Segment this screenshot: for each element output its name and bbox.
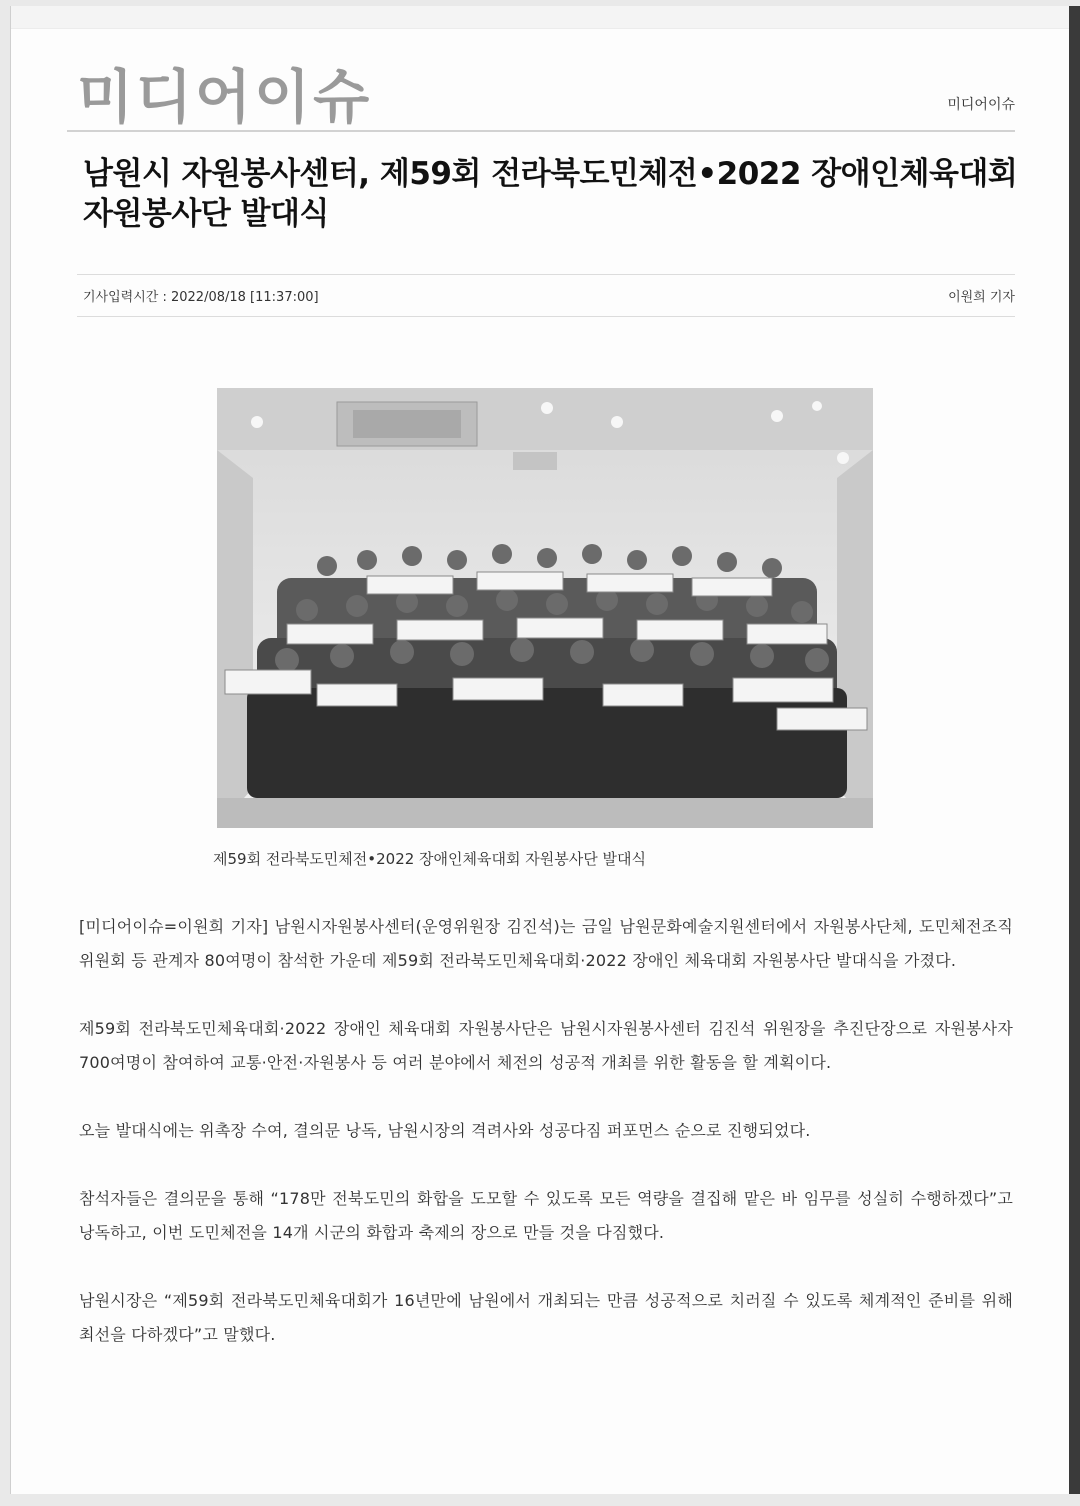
scan-top-strip xyxy=(11,6,1069,29)
article-body xyxy=(79,910,1013,1386)
photo-caption: 제59회 전라북도민체전•2022 장애인체육대회 자원봉사단 발대식 xyxy=(213,850,646,868)
article-paragraph: 남원시장은 “제59회 전라북도민체육대회가 16년만에 남원에서 개최되는 만큼 성공적으로 치러질 수 있도록 체계적인 준비를 위해 최선을 다하겠다”고 말했다. xyxy=(79,1291,1013,1344)
scanned-page xyxy=(10,6,1070,1494)
article-paragraph: 오늘 발대식에는 위촉장 수여, 결의문 낭독, 남원시장의 격려사와 성공다짐 퍼포먼스 순으로 진행되었다. xyxy=(79,1121,811,1140)
scan-edge-bar xyxy=(1069,6,1080,1494)
article-dateline: 기사입력시간 : 2022/08/18 [11:37:00] xyxy=(83,290,319,305)
article-headline: 남원시 자원봉사센터, 제59회 전라북도민체전•2022 장애인체육대회 자원봉사단 발대식 xyxy=(83,156,1018,232)
article-author: 이원희 기자 xyxy=(948,290,1015,305)
group-photo-illustration xyxy=(217,388,873,828)
meta-divider-bottom xyxy=(77,316,1015,317)
site-logo: 미디어이슈 xyxy=(77,63,373,131)
meta-divider-top xyxy=(77,274,1015,275)
article-paragraph: 제59회 전라북도민체육대회·2022 장애인 체육대회 자원봉사단은 남원시자원봉사센터 김진석 위원장을 추진단장으로 자원봉사자 700여명이 참여하여 교통·안전·자원봉사 등 여러 분야에서 체전의 성공적 개최를 위한 활동을 할 계획이다. xyxy=(79,1019,1013,1072)
header-divider xyxy=(67,130,1015,132)
article-paragraph: [미디어이슈=이원희 기자] 남원시자원봉사센터(운영위원장 김진석)는 금일 남원문화예술지원센터에서 자원봉사단체, 도민체전조직위원회 등 관계자 80여명이 참석한 가운데 제59회 전라북도민체육대회·2022 장애인 체육대회 자원봉사단 발대식을 가졌다. xyxy=(79,917,1013,970)
site-name: 미디어이슈 xyxy=(947,97,1015,113)
group-photo xyxy=(217,388,873,828)
article-paragraph: 참석자들은 결의문을 통해 “178만 전북도민의 화합을 도모할 수 있도록 모든 역량을 결집해 맡은 바 임무를 성실히 수행하겠다”고 낭독하고, 이번 도민체전을 14개 시군의 화합과 축제의 장으로 만들 것을 다짐했다. xyxy=(79,1189,1013,1242)
